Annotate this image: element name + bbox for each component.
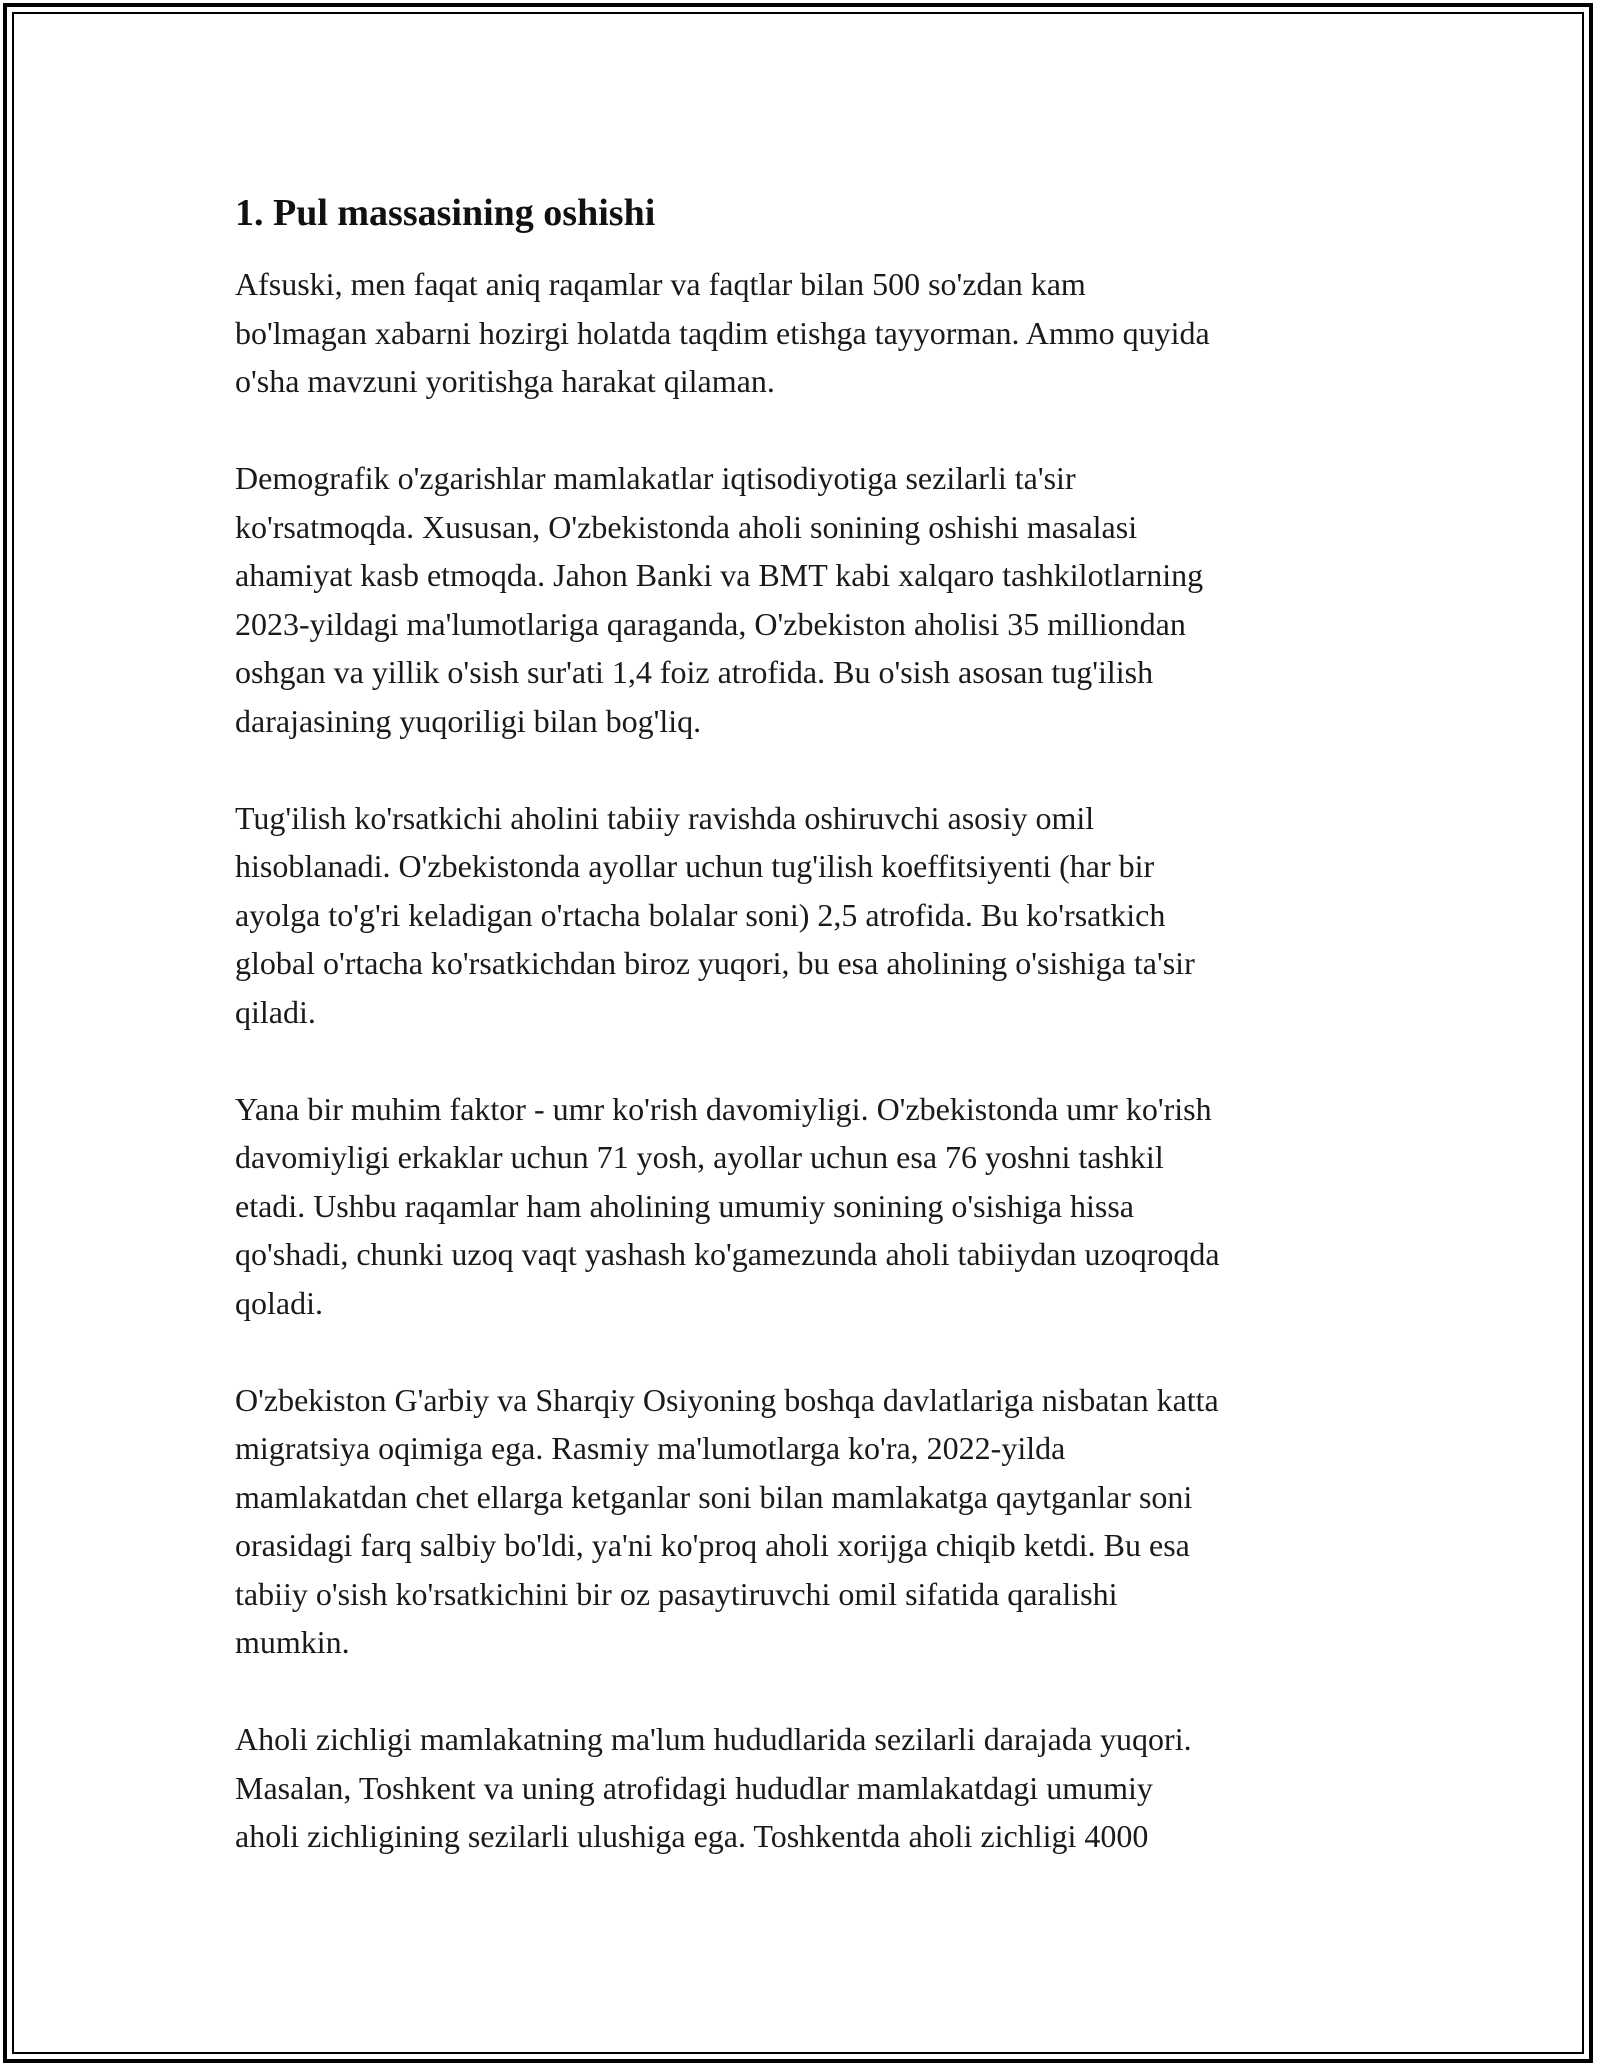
text-line: Afsuski, men faqat aniq raqamlar va faqtlar bilan 500 so'zdan kam <box>235 266 1086 302</box>
paragraph-6 <box>235 1715 1380 1861</box>
section-heading: 1. Pul massasining oshishi <box>235 192 656 234</box>
text-line: 2023-yildagi ma'lumotlariga qaraganda, O'zbekiston aholisi 35 milliondan <box>235 605 1186 642</box>
paragraph-5 <box>235 1376 1380 1667</box>
text-line: mumkin. <box>235 1624 350 1660</box>
text-line: ahamiyat kasb etmoqda. Jahon Banki va BMT kabi xalqaro tashkilotlarning <box>235 557 1204 593</box>
text-line: mamlakatdan chet ellarga ketganlar soni bilan mamlakatga qaytganlar soni <box>235 1478 1193 1515</box>
paragraph-1 <box>235 260 1380 406</box>
text-line: darajasining yuqoriligi bilan bog'liq. <box>235 702 702 739</box>
text-line: qiladi. <box>235 993 316 1030</box>
text-line: Masalan, Toshkent va uning atrofidagi hududlar mamlakatdagi umumiy <box>235 1769 1153 1806</box>
text-line: ko'rsatmoqda. Xususan, O'zbekistonda aholi sonining oshishi masalasi <box>235 508 1138 545</box>
text-line: O'zbekiston G'arbiy va Sharqiy Osiyoning boshqa davlatlariga nisbatan katta <box>235 1381 1219 1418</box>
text-line: Aholi zichligi mamlakatning ma'lum hududlarida sezilarli darajada yuqori. <box>235 1721 1192 1757</box>
text-line: ayolga to'g'ri keladigan o'rtacha bolalar soni) 2,5 atrofida. Bu ko'rsatkich <box>235 896 1166 933</box>
text-line: bo'lmagan xabarni hozirgi holatda taqdim etishga tayyorman. Ammo quyida <box>235 314 1210 351</box>
paragraph-2 <box>235 454 1380 745</box>
document-body <box>235 186 1380 1909</box>
text-line: tabiiy o'sish ko'rsatkichini bir oz pasaytiruvchi omil sifatida qaralishi <box>235 1575 1118 1612</box>
text-line: global o'rtacha ko'rsatkichdan biroz yuqori, bu esa aholining o'sishiga ta'sir <box>235 945 1195 981</box>
text-line: hisoblanadi. O'zbekistonda ayollar uchun tug'ilish koeffitsiyenti (har bir <box>235 848 1155 884</box>
text-line: oshgan va yillik o'sish sur'ati 1,4 foiz atrofida. Bu o'sish asosan tug'ilish <box>235 654 1154 690</box>
text-line: qoladi. <box>235 1284 323 1321</box>
text-line: aholi zichligining sezilarli ulushiga ega. Toshkentda aholi zichligi 4000 <box>235 1818 1149 1854</box>
text-line: Yana bir muhim faktor - umr ko'rish davomiyligi. O'zbekistonda umr ko'rish <box>235 1090 1212 1127</box>
text-line: qo'shadi, chunki uzoq vaqt yashash ko'gamezunda aholi tabiiydan uzoqroqda <box>235 1236 1220 1272</box>
paragraph-4 <box>235 1085 1380 1328</box>
text-line: etadi. Ushbu raqamlar ham aholining umumiy sonining o'sishiga hissa <box>235 1187 1134 1224</box>
text-line: Tug'ilish ko'rsatkichi aholini tabiiy ravishda oshiruvchi asosiy omil <box>235 799 1095 836</box>
text-line: orasidagi farq salbiy bo'ldi, ya'ni ko'proq aholi xorijga chiqib ketdi. Bu esa <box>235 1527 1190 1563</box>
text-line: o'sha mavzuni yoritishga harakat qilaman. <box>235 363 775 399</box>
text-line: Demografik o'zgarishlar mamlakatlar iqtisodiyotiga sezilarli ta'sir <box>235 460 1076 496</box>
paragraph-3 <box>235 794 1380 1037</box>
text-line: davomiyligi erkaklar uchun 71 yosh, ayollar uchun esa 76 yoshni tashkil <box>235 1139 1164 1175</box>
text-line: migratsiya oqimiga ega. Rasmiy ma'lumotlarga ko'ra, 2022-yilda <box>235 1430 1066 1466</box>
